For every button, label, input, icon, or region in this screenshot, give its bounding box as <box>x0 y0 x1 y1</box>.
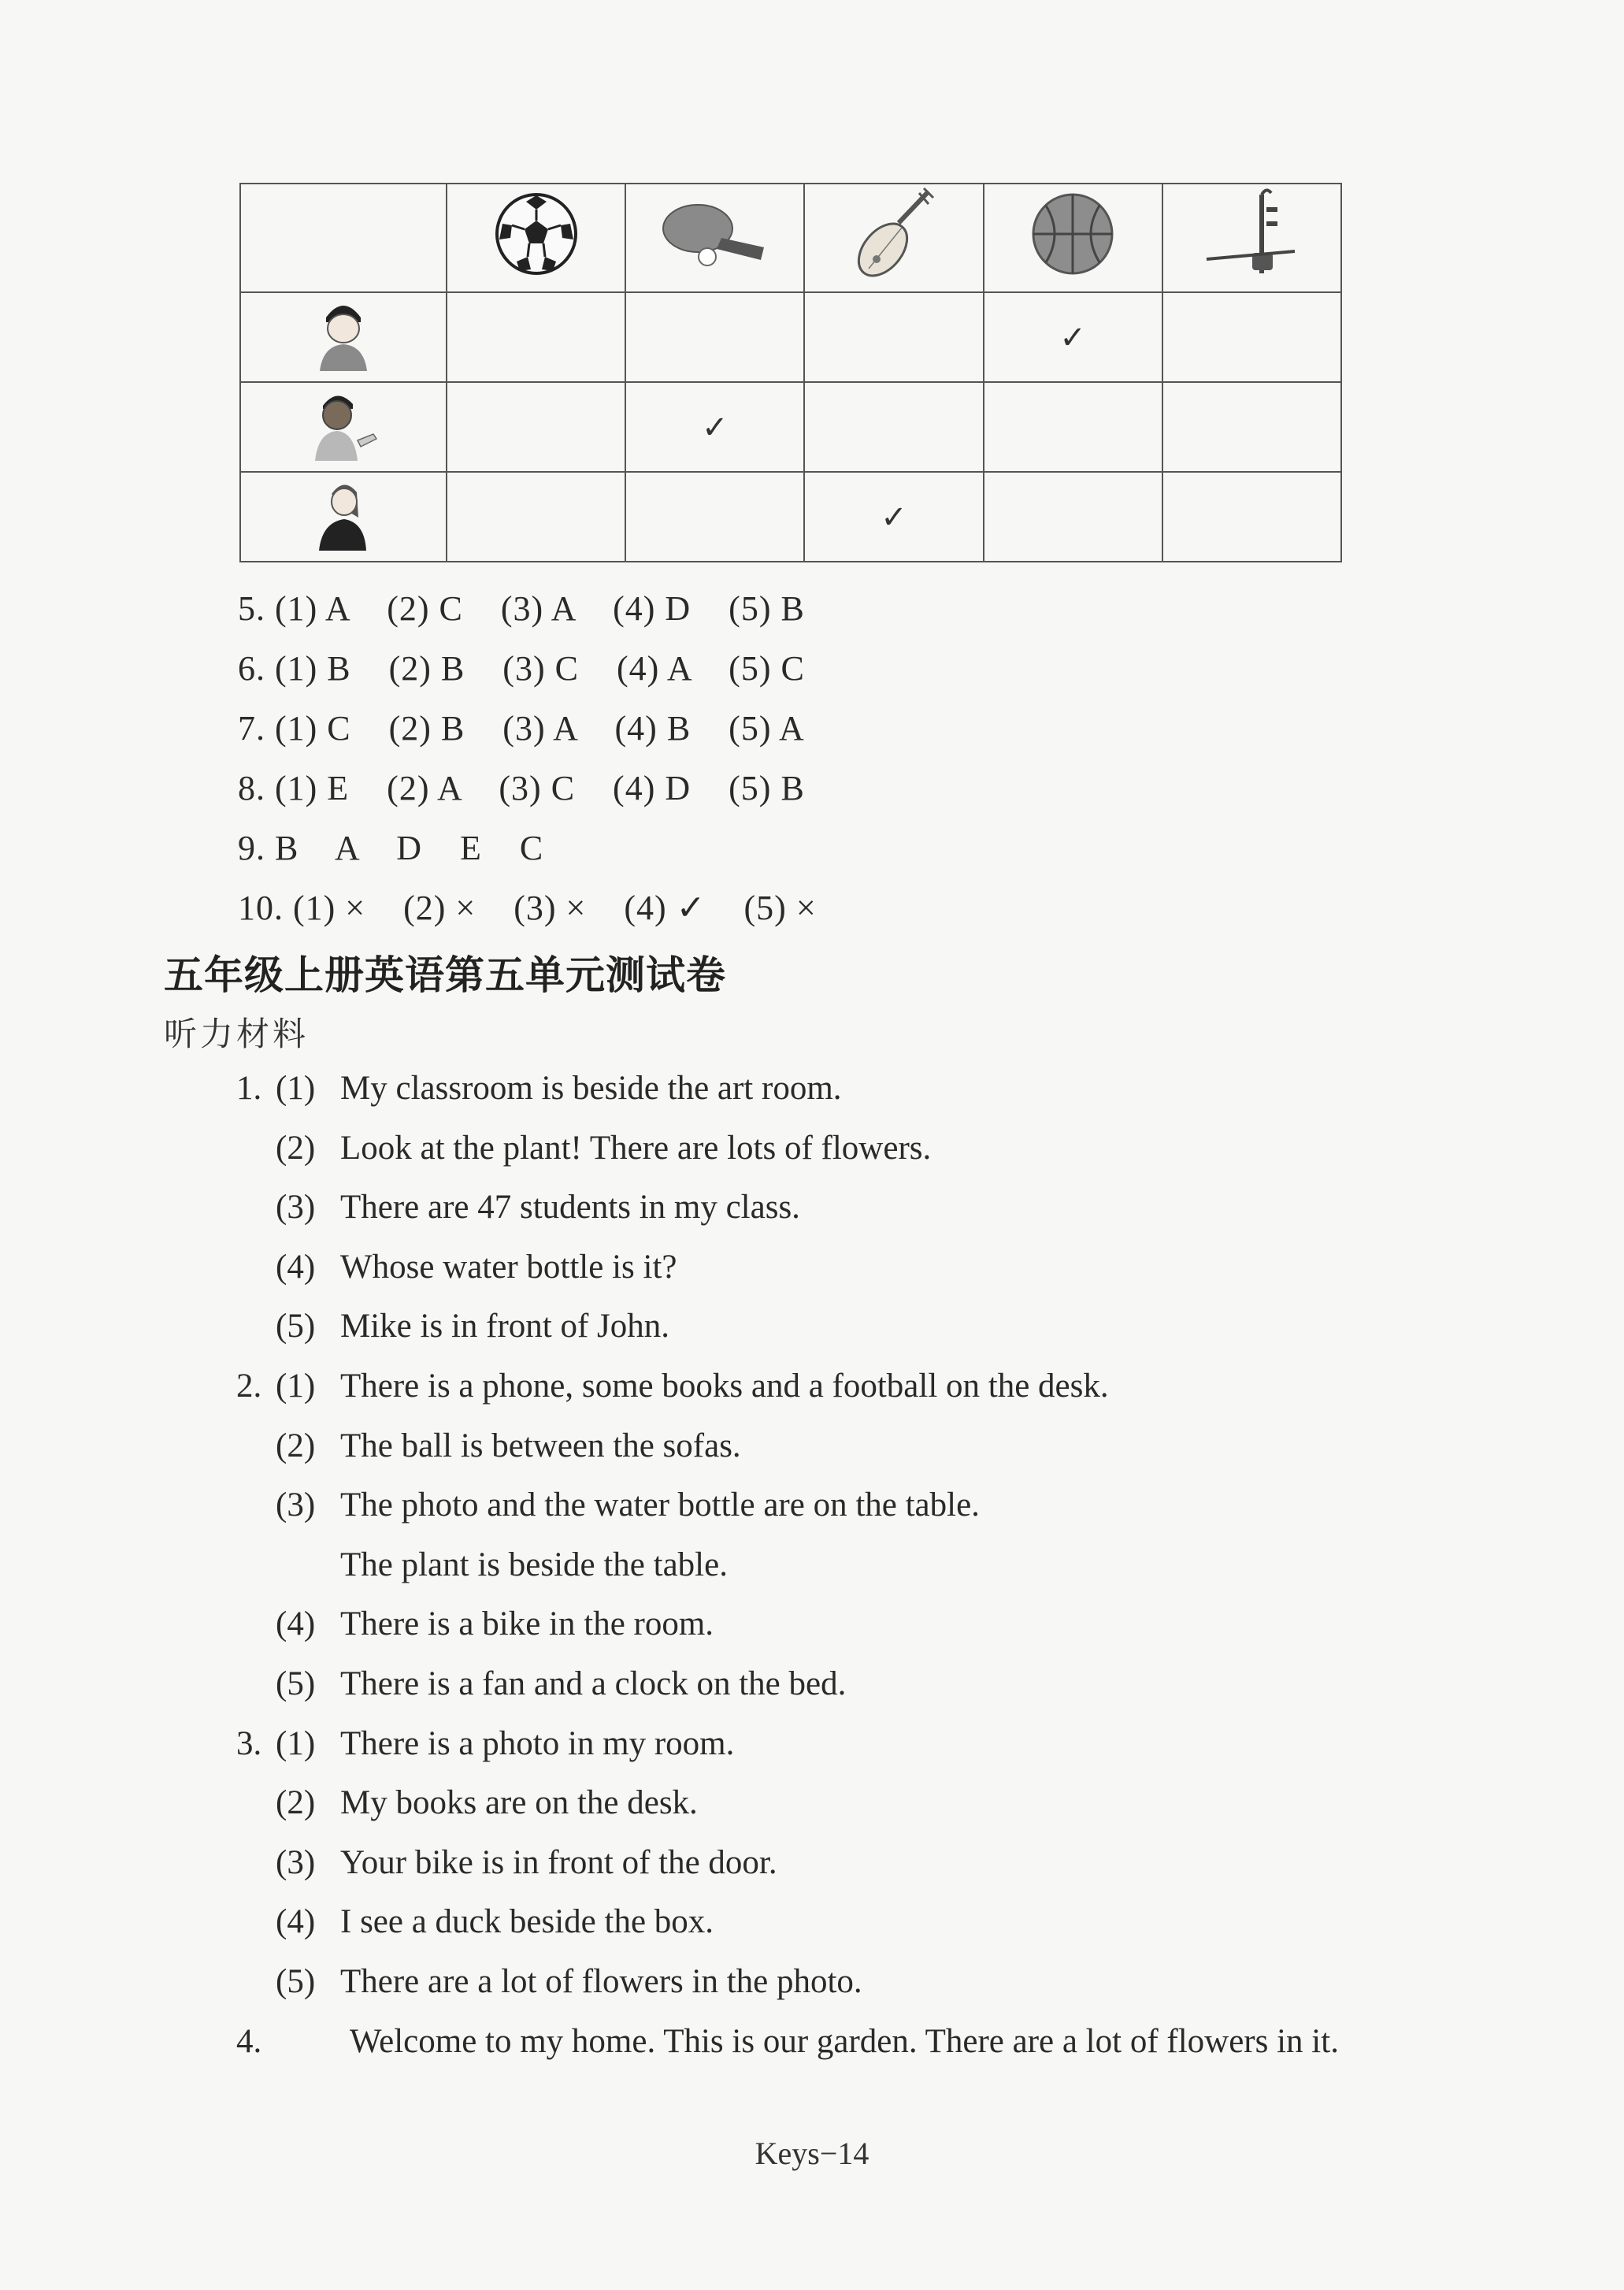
listening-sentence: I see a duck beside the box. <box>340 1903 714 1940</box>
listening-sentence: The ball is between the sofas. <box>340 1427 741 1464</box>
question-number: 1. <box>236 1070 262 1107</box>
header-cell <box>625 184 804 292</box>
person-cell <box>240 382 447 472</box>
item-label: (3) <box>276 1189 316 1226</box>
item-label: (4) <box>276 1249 316 1286</box>
check-cell <box>447 292 625 382</box>
person-cell <box>240 472 447 562</box>
answer-line: 9. B A D E C <box>238 829 544 867</box>
item-label: (3) <box>276 1844 316 1881</box>
check-cell <box>804 292 983 382</box>
answer-line: 8. (1) E (2) A (3) C (4) D (5) B <box>238 769 805 807</box>
check-cell <box>804 382 983 472</box>
question-number: 3. <box>236 1725 262 1762</box>
empty-corner-cell <box>240 184 447 292</box>
checkmark: ✓ <box>881 499 907 536</box>
check-cell <box>447 382 625 472</box>
boy-dark-avatar-icon <box>306 384 381 462</box>
check-cell <box>804 472 983 562</box>
page-footer: Keys−14 <box>755 2136 869 2171</box>
listening-sentence: There is a phone, some books and a football on the desk. <box>340 1368 1109 1405</box>
pipa-icon <box>847 187 941 281</box>
ping-pong-paddle-icon <box>660 199 770 269</box>
boy-avatar-icon <box>312 294 375 373</box>
header-cell <box>1162 184 1341 292</box>
table-row <box>240 382 1341 472</box>
item-label: (2) <box>276 1784 316 1821</box>
check-cell <box>625 472 804 562</box>
header-cell <box>984 184 1162 292</box>
section-subheading: 听力材料 <box>164 1015 310 1053</box>
erhu-icon <box>1200 187 1303 281</box>
check-cell <box>1162 472 1341 562</box>
table-header-row <box>240 184 1341 292</box>
check-cell <box>625 292 804 382</box>
question-number: 4. <box>236 2023 262 2060</box>
item-label: (4) <box>276 1605 316 1642</box>
listening-sentence: My classroom is beside the art room. <box>340 1070 842 1107</box>
check-cell <box>984 472 1162 562</box>
item-label: (2) <box>276 1130 316 1167</box>
listening-sentence: Whose water bottle is it? <box>340 1249 677 1286</box>
checkmark: ✓ <box>1059 319 1086 356</box>
listening-sentence: There is a bike in the room. <box>340 1605 714 1642</box>
item-label: (1) <box>276 1070 316 1107</box>
answer-line: 5. (1) A (2) C (3) A (4) D (5) B <box>238 589 805 628</box>
listening-sentence: My books are on the desk. <box>340 1784 698 1821</box>
table-row <box>240 472 1341 562</box>
check-cell <box>447 472 625 562</box>
checkmark: ✓ <box>702 409 729 446</box>
listening-sentence: There are 47 students in my class. <box>340 1189 800 1226</box>
item-label: (5) <box>276 1665 316 1702</box>
question-number: 2. <box>236 1368 262 1405</box>
check-cell <box>984 382 1162 472</box>
item-label: (1) <box>276 1725 316 1762</box>
header-cell <box>447 184 625 292</box>
hobby-table <box>239 183 1342 562</box>
item-label: (1) <box>276 1368 316 1405</box>
listening-sentence: There is a fan and a clock on the bed. <box>340 1665 847 1702</box>
answer-line: 7. (1) C (2) B (3) A (4) B (5) A <box>238 709 805 748</box>
item-label: (3) <box>276 1486 316 1524</box>
listening-sentence: The photo and the water bottle are on the table. <box>340 1486 980 1524</box>
section-heading: 五年级上册英语第五单元测试卷 <box>164 952 726 998</box>
check-cell <box>984 292 1162 382</box>
person-cell <box>240 292 447 382</box>
header-cell <box>804 184 983 292</box>
item-label: (2) <box>276 1427 316 1464</box>
listening-sentence: There are a lot of flowers in the photo. <box>340 1963 862 2000</box>
item-label: (5) <box>276 1308 316 1345</box>
answer-line: 6. (1) B (2) B (3) C (4) A (5) C <box>238 649 805 688</box>
check-cell <box>1162 292 1341 382</box>
listening-sentence: There is a photo in my room. <box>340 1725 735 1762</box>
check-cell <box>625 382 804 472</box>
listening-sentence: The plant is beside the table. <box>340 1546 728 1583</box>
item-label: (5) <box>276 1963 316 2000</box>
table-row <box>240 292 1341 382</box>
item-label: (4) <box>276 1903 316 1940</box>
football-icon <box>493 191 580 277</box>
answer-line: 10. (1) × (2) × (3) × (4) ✓ (5) × <box>238 889 817 927</box>
basketball-icon <box>1029 190 1117 278</box>
check-cell <box>1162 382 1341 472</box>
listening-sentence: Look at the plant! There are lots of flowers. <box>340 1130 932 1167</box>
girl-avatar-icon <box>308 473 379 552</box>
listening-sentence: Welcome to my home. This is our garden. There are a lot of flowers in it. <box>350 2023 1339 2060</box>
listening-sentence: Mike is in front of John. <box>340 1308 670 1345</box>
listening-sentence: Your bike is in front of the door. <box>340 1844 777 1881</box>
